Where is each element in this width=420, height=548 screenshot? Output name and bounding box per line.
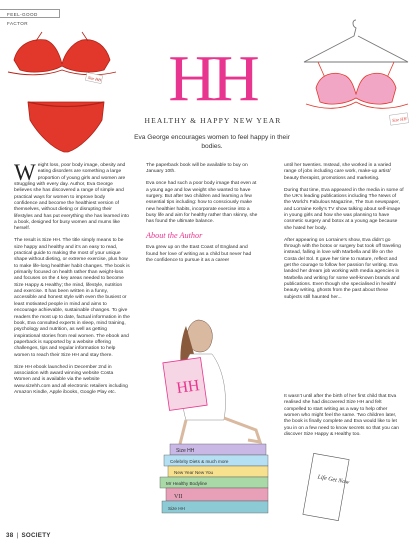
size-tag-right: Size HH — [391, 115, 407, 123]
subheadline: HEALTHY & HAPPY NEW YEAR — [144, 116, 282, 125]
paragraph: During that time, Eva appeared in the media in some of the UK’s leading publications including The News of the World’s Fabulous Magazine, The Sun newspaper, and Lorraine Kelly’s TV show talking about self-image in young girls and how she was planning to have cosmetic surgery and botox at a young age because she hated her body. — [284, 187, 404, 231]
paragraph: Eva once had such a poor body image that even at a young age and low weight she wanted to have surgery. But after two children and learning a few essential tips including: how to consciously make new healthier habits, incorporate exercise into a busy life and aim for healthy rather than skinny, she has found the ultimate balance. — [146, 181, 258, 225]
woman-reading-on-books-illustration — [140, 310, 290, 530]
magazine-name: SOCIETY — [21, 532, 51, 539]
book-spine: Mr Healthy Bodyline — [166, 481, 208, 486]
page-footer — [6, 532, 51, 539]
paragraph: Size HH ebook launched in December 2nd in association with award winning website Costa Women and is available via the website www.sizehh.com and all electronic retailers including Amazon Kindle, Apple ibooks, Google Play etc. — [14, 364, 128, 395]
paragraph: It wasn’t until after the birth of her first child that Eva realised she had discovered Size HH and felt compelled to start writing as a way to help other women who might feel the same. Two children later, the book is finally complete and Eva would like to let you in on a few need to know secrets so that you can discover Size Happy & Healthy too. — [284, 394, 399, 438]
red-briefs-illustration — [22, 94, 110, 158]
side-book-title: Life Get Now — [317, 474, 350, 486]
book-spine: VII — [174, 494, 183, 500]
page-number: 38 — [6, 532, 14, 539]
red-bra-illustration — [6, 30, 118, 98]
paragraph: eight loss, poor body image, obesity and eating disorders are something a large proportion of young girls and women are struggling with every day. Author, Eva George believes she has discovered a range of simple and practical ways for women to improve body confidence and become the healthiest version of themselves, without dieting or disrupting their lifestyles and has put everything she has learned into a book, designed for busy women and mums like herself. — [14, 163, 130, 232]
book-spine: Size HH — [176, 448, 195, 454]
drop-cap: W — [14, 160, 36, 185]
book-spine: New Year New You — [174, 470, 214, 475]
book-cover-title: HH — [175, 377, 201, 398]
book-stack — [160, 444, 268, 513]
paragraph: until her twenties. Instead, she worked in a varied range of jobs including care work, make-up artist/ beauty therapist, promotions and marketing. — [284, 163, 392, 181]
article-column-3-end — [284, 394, 404, 444]
footer-separator: | — [16, 532, 19, 539]
about-author-heading: About the Author — [146, 231, 203, 241]
book-spine: Size HH — [168, 506, 185, 511]
section-tag: FEEL-GOOD FACTOR — [0, 9, 60, 18]
paragraph: Eva grew up on the East Coast of England and found her love of writing as a child but never had the confidence to pursue it as a career — [146, 245, 252, 263]
article-column-1 — [14, 160, 130, 402]
pink-bra-on-hanger-illustration — [296, 18, 418, 136]
headline: HH — [168, 42, 256, 115]
paragraph: The paperback book will be available to buy on January 10th. — [146, 163, 248, 175]
article-column-3 — [284, 163, 404, 307]
paragraph: After appearing on Lorraine’s show, Eva didn’t go through with the botox or surgery but took off traveling instead, falling in love with Marbella and life on the Costa del Sol. It gave her time to mature, reflect and get the courage to follow her passion for writing. Eva landed her dream job working with media agencies in Marbella and writing for some well-known brands and publications. Even though she specialised in health/ beauty writing, ghosts from the past about these subjects still haunted her... — [284, 237, 401, 300]
article-column-2 — [146, 163, 258, 270]
standfirst: Eva George encourages women to feel happy in their bodies. — [134, 134, 290, 150]
leaning-book-illustration — [298, 450, 358, 526]
size-tag-left: Size HH — [87, 74, 102, 83]
book-spine: Celebrity Diets & much more — [170, 459, 229, 464]
paragraph: The result is Size HH. The title simply means to be size happy and healthy and it’s an easy to read, practical guide to making the most of your unique shape without dieting, or extreme exercise, plus how to make life-long healthier habit changes. The book is primarily focused on health rather than weight-loss and focuses on the 4 key areas needed to become Size Happy & Healthy; the mind, lifestyle, nutrition and exercise. It has been written in a funny, accessible and honest style with even the busiest or least motivated people in mind and aims to encourage achievable, sustainable changes. To give readers the most up to date, factual information in the book, Eva consulted experts in sleep, mind training, psychology and nutrition, as well as getting inspirational stories from real women. The ebook and paperback is supported by a website offering challenges, tips and regular information to help women to reach their Size HH and stay there. — [14, 238, 130, 358]
